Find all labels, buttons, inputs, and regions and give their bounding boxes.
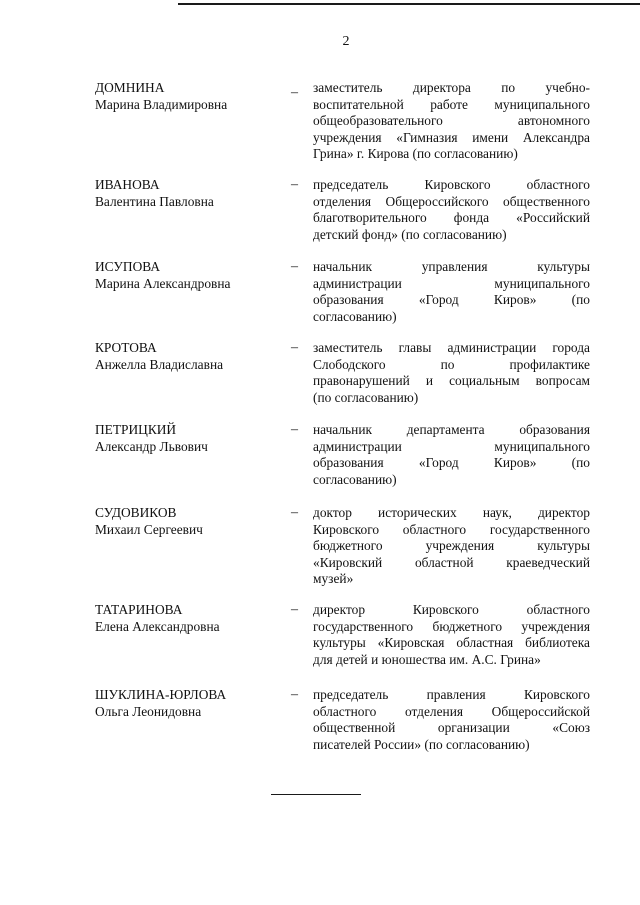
role-line: благотворительного фонда «Российский [313, 210, 590, 225]
member-name-block [95, 687, 285, 720]
role-line: (по согласованию) [313, 389, 419, 405]
member-given-names: Александр Львович [95, 438, 208, 454]
member-given-names: Валентина Павловна [95, 193, 214, 209]
separator-dash: – [291, 259, 298, 274]
member-given-names: Марина Владимировна [95, 96, 228, 112]
member-surname: КРОТОВА [95, 340, 157, 355]
role-line: доктор исторических наук, директор [313, 505, 590, 520]
role-line: культуры «Кировская областная библиотека [313, 635, 590, 650]
member-name-block [95, 602, 285, 635]
role-line: председатель Кировского областного [313, 177, 590, 192]
member-given-names: Марина Александровна [95, 275, 231, 291]
separator-dash: – [291, 602, 298, 617]
member-name-block [95, 422, 285, 455]
role-line: общеобразовательного автономного [313, 113, 590, 128]
role-line: Кировского областного государственного [313, 521, 590, 537]
role-line: согласованию) [313, 308, 397, 324]
member-surname: ПЕТРИЦКИЙ [95, 422, 177, 437]
member-role [313, 80, 590, 163]
role-line: воспитательной работе муниципального [313, 96, 590, 112]
role-line: согласованию) [313, 471, 397, 487]
role-line: писателей России» (по согласованию) [313, 736, 530, 752]
member-role [313, 340, 590, 406]
role-line: бюджетного учреждения культуры [313, 538, 590, 553]
role-line: образования «Город Киров» (по [313, 455, 590, 470]
separator-dash: – [291, 687, 298, 702]
separator-dash: – [291, 177, 298, 192]
role-line: детский фонд» (по согласованию) [313, 226, 507, 242]
separator-dash: – [291, 340, 298, 355]
member-name-block [95, 340, 285, 373]
member-name-block [95, 177, 285, 210]
role-line: правонарушений и социальным вопросам [313, 373, 590, 388]
role-line: Слободского по профилактике [313, 356, 590, 372]
role-line: областного отделения Общероссийской [313, 703, 590, 719]
role-line: начальник управления культуры [313, 259, 590, 274]
role-line: заместитель главы администрации города [313, 340, 590, 355]
member-given-names: Ольга Леонидовна [95, 703, 202, 719]
member-role [313, 259, 590, 325]
role-line: начальник департамента образования [313, 422, 590, 437]
role-line: администрации муниципального [313, 438, 590, 454]
separator-dash: – [291, 85, 298, 100]
role-line: заместитель директора по учебно- [313, 80, 590, 95]
member-surname: ДОМНИНА [95, 80, 165, 95]
member-role [313, 602, 590, 668]
member-given-names: Михаил Сергеевич [95, 521, 203, 537]
member-surname: СУДОВИКОВ [95, 505, 177, 520]
role-line: директор Кировского областного [313, 602, 590, 617]
role-line: Грина» г. Кирова (по согласованию) [313, 146, 518, 161]
member-given-names: Елена Александровна [95, 618, 220, 634]
member-surname: ШУКЛИНА-ЮРЛОВА [95, 687, 227, 702]
role-line: учреждения «Гимназия имени Александра [313, 129, 590, 145]
role-line: администрации муниципального [313, 275, 590, 291]
member-name-block [95, 505, 285, 538]
member-surname: ИСУПОВА [95, 259, 161, 274]
separator-dash: – [291, 422, 298, 437]
role-line: для детей и юношества им. А.С. Грина» [313, 651, 541, 667]
role-line: государственного бюджетного учреждения [313, 618, 590, 634]
member-name-block [95, 259, 285, 292]
member-role [313, 177, 590, 243]
role-line: «Кировский областной краеведческий [313, 554, 590, 570]
role-line: образования «Город Киров» (по [313, 292, 590, 307]
end-of-list-line [271, 794, 361, 795]
page-number: 2 [342, 34, 350, 49]
member-role [313, 687, 590, 753]
role-line: председатель правления Кировского [313, 687, 590, 702]
member-name-block [95, 80, 285, 113]
member-surname: ИВАНОВА [95, 177, 160, 192]
member-role [313, 422, 590, 488]
role-line: музей» [313, 571, 354, 586]
role-line: общественной организации «Союз [313, 720, 590, 735]
role-line: отделения Общероссийского общественного [313, 193, 590, 209]
separator-dash: – [291, 505, 298, 520]
member-role [313, 505, 590, 588]
member-given-names: Анжелла Владиславна [95, 356, 224, 372]
member-surname: ТАТАРИНОВА [95, 602, 183, 617]
